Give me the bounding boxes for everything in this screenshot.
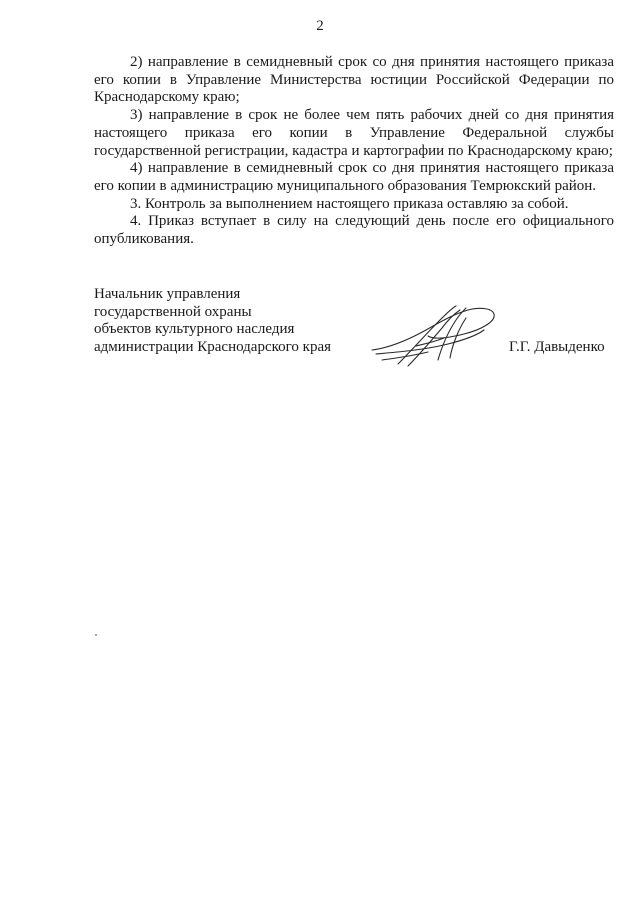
page-number: 2 [316, 18, 324, 34]
scan-speck [95, 634, 97, 636]
position-line: объектов культурного наследия [94, 321, 295, 338]
paragraph-control: 3. Контроль за выполнением настоящего приказа оставляю за собой. [130, 195, 569, 212]
position-line: администрации Краснодарского края [94, 339, 332, 356]
paragraph-effective-date: 4. Приказ вступает в силу на следующий день после его официального опубликования. [94, 213, 614, 248]
signer-name: Г.Г. Давыденко [509, 339, 605, 355]
document-body [94, 54, 614, 249]
position-line: Начальник управления [94, 286, 241, 302]
position-line: государственной охраны [94, 303, 252, 320]
paragraph-item-4: 4) направление в семидневный срок со дня принятия настоящего приказа его копии в администрацию муниципального образования Темрюкский район. [94, 160, 614, 194]
paragraph-item-2: 2) направление в семидневный срок со дня принятия настоящего приказа его копии в Управление Министерства юстиции Российской Федерации по Краснодарскому краю; [94, 54, 614, 106]
handwritten-signature [368, 300, 498, 370]
paragraph-item-3: 3) направление в срок не более чем пять рабочих дней со дня принятия настоящего приказа его копии в Управление Федеральной службы государственной регистрации, кадастра и картографии по Краснодарскому краю; [94, 107, 614, 159]
signer-position [94, 286, 331, 357]
